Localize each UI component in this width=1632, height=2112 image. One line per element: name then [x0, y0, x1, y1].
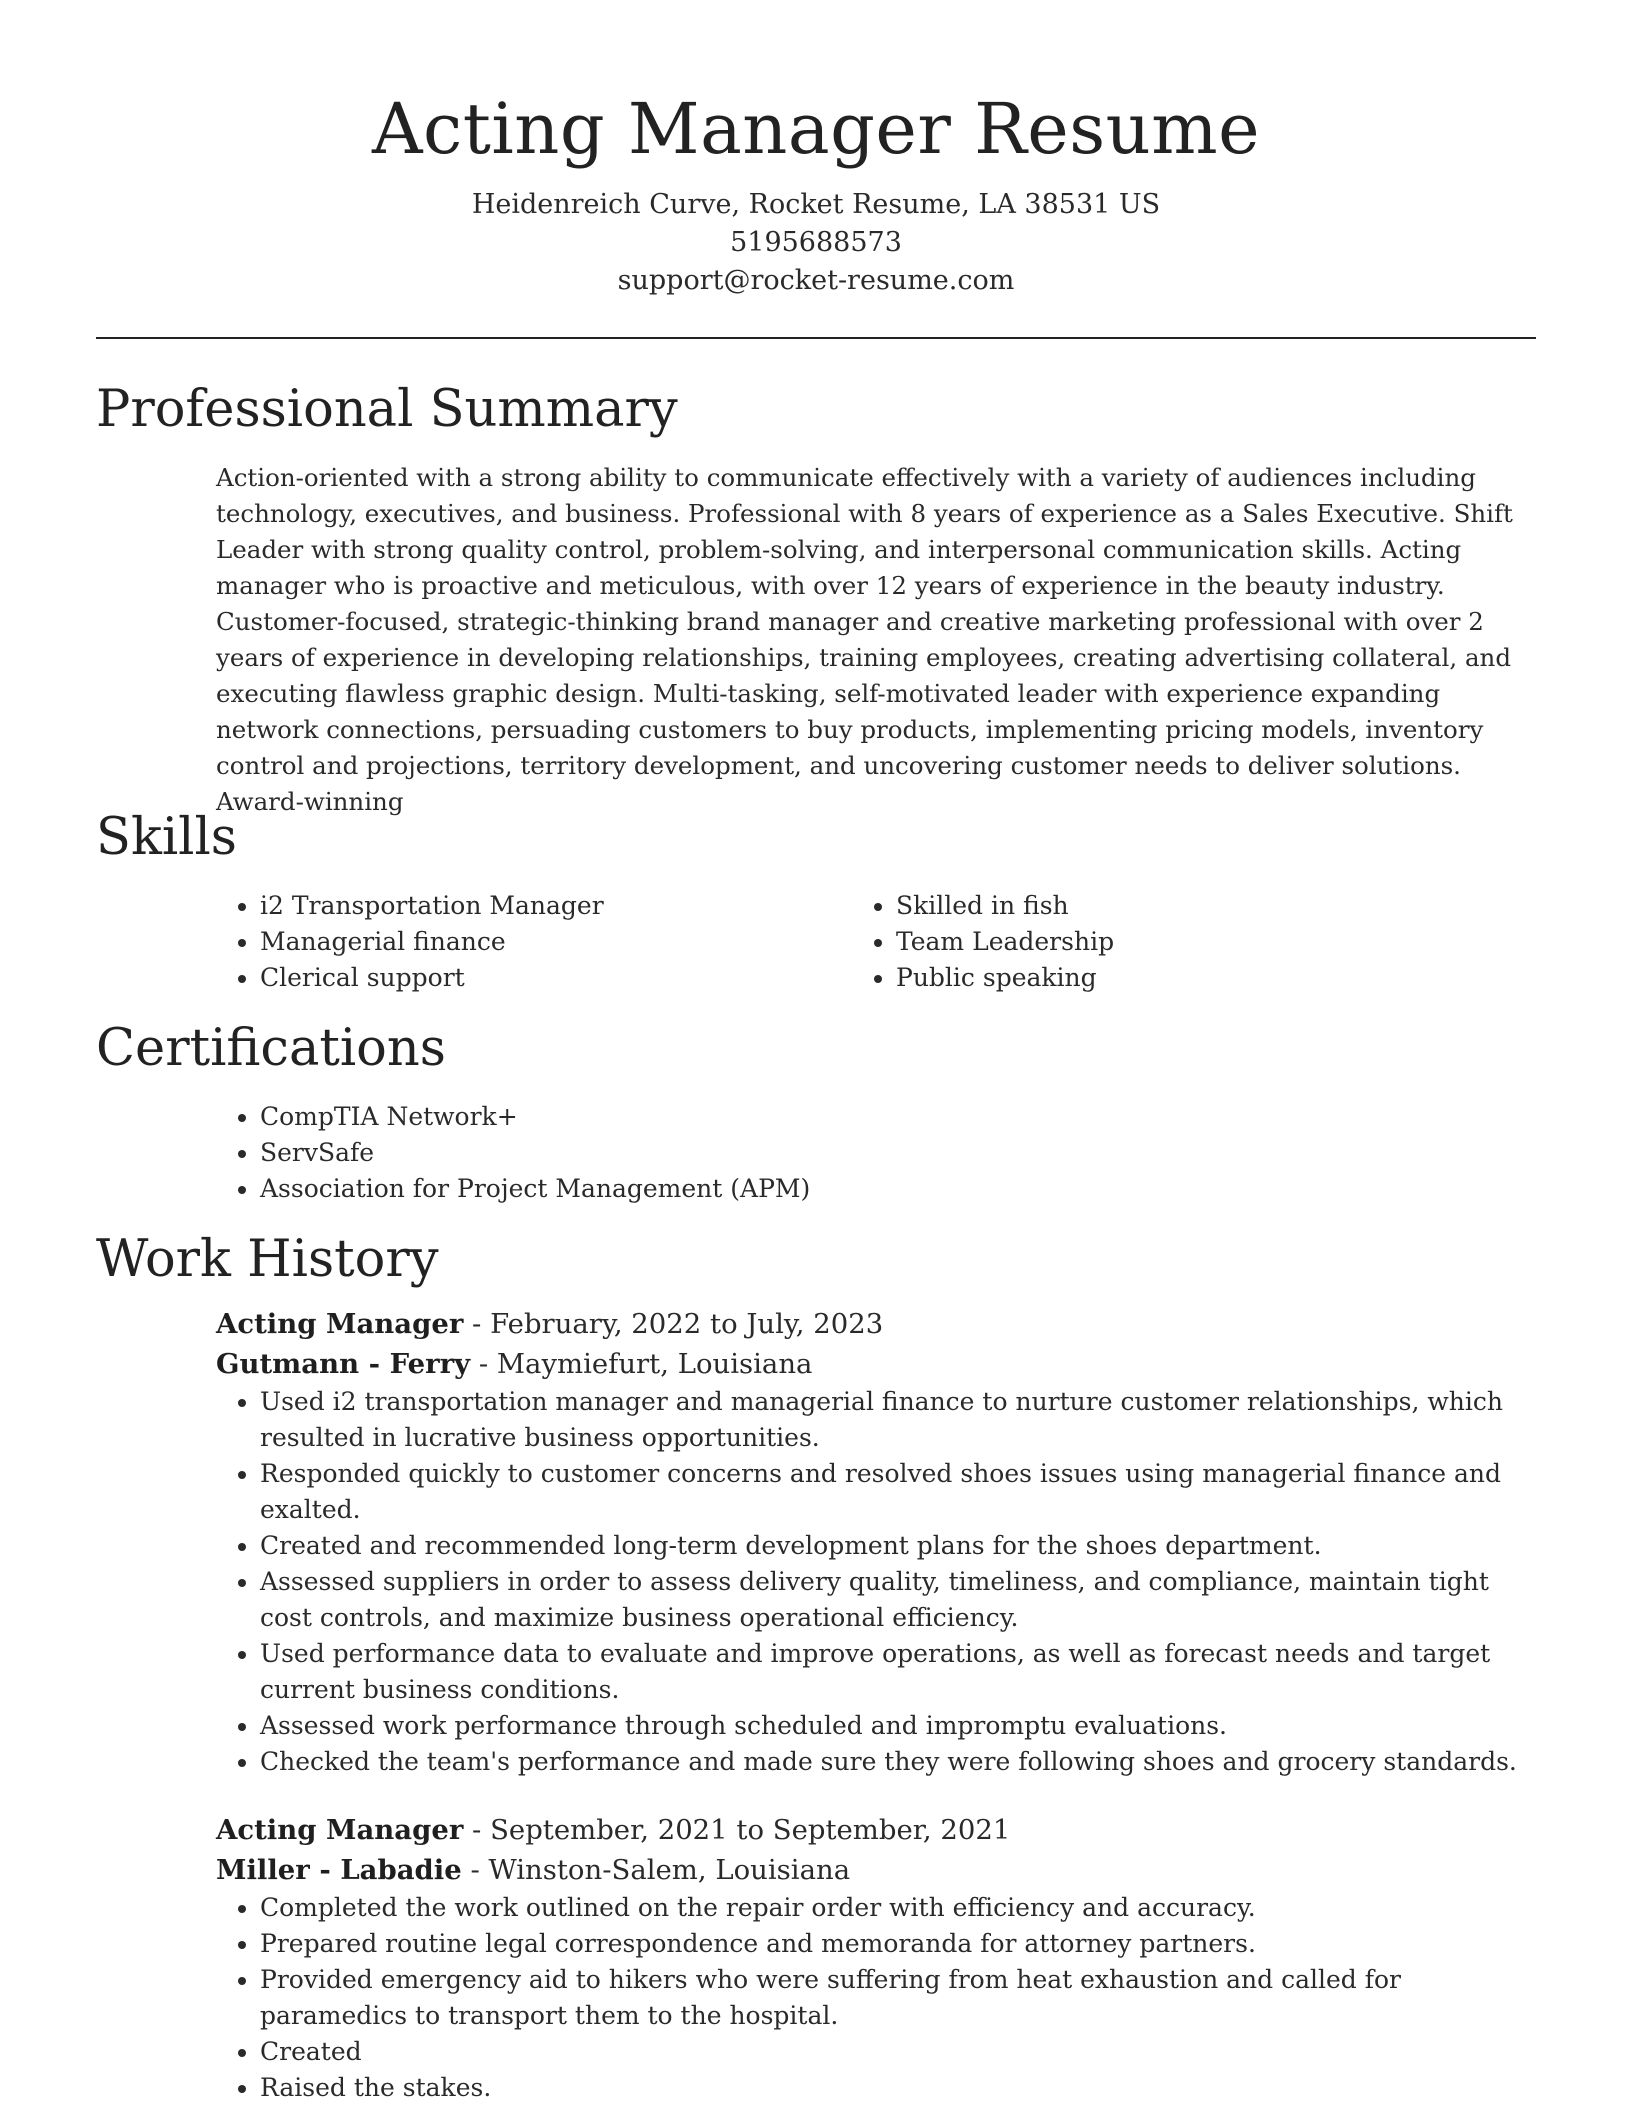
skills-column-1 [96, 888, 746, 996]
job-bullet: • Responded quickly to customer concerns and resolved shoes issues using managerial finance and exalted. [260, 1456, 1536, 1528]
job-title: Acting Manager [216, 1814, 464, 1846]
job-bullet: • Prepared routine legal correspondence and memoranda for attorney partners. [260, 1926, 1536, 1962]
job-bullets [96, 1890, 1536, 2106]
job-bullet: • Created and recommended long-term development plans for the shoes department. [260, 1528, 1536, 1564]
skills-section [96, 808, 1536, 996]
job-bullets [96, 1384, 1536, 1780]
job-company-line [216, 1344, 1536, 1384]
skill-item: • i2 Transportation Manager [260, 888, 746, 924]
certification-item: • ServSafe [260, 1135, 1536, 1171]
job-bullet: • Checked the team's performance and made sure they were following shoes and grocery standards. [260, 1744, 1536, 1780]
job-bullet: • Completed the work outlined on the repair order with efficiency and accuracy. [260, 1890, 1536, 1926]
certification-item: • Association for Project Management (APM) [260, 1171, 1536, 1207]
job-company: Miller - Labadie [216, 1854, 462, 1886]
job-title-line [216, 1810, 1536, 1850]
skill-item: • Clerical support [260, 960, 746, 996]
certifications-section [96, 1019, 1536, 1207]
address-text: Heidenreich Curve, Rocket Resume, LA 38531 US [471, 189, 1161, 220]
resume-title: Acting Manager Resume [371, 88, 1261, 170]
job-location: - Maymiefurt, Louisiana [470, 1348, 813, 1380]
job-bullet: • Provided emergency aid to hikers who were suffering from heat exhaustion and called for paramedics to transport them to the hospital. [260, 1962, 1536, 2034]
skills-column-2 [746, 888, 1382, 996]
certifications-heading: Certifications [96, 1019, 446, 1078]
job-dates: - February, 2022 to July, 2023 [463, 1308, 884, 1340]
skills-heading: Skills [96, 808, 237, 867]
skill-item: • Managerial finance [260, 924, 746, 960]
summary-section [96, 380, 1536, 820]
phone-text: 5195688573 [730, 227, 902, 258]
job-bullet: • Used i2 transportation manager and managerial finance to nurture customer relationships, which resulted in lucrative business opportunities. [260, 1384, 1536, 1456]
job-bullet: • Used performance data to evaluate and improve operations, as well as forecast needs and target current business conditions. [260, 1636, 1536, 1708]
job-location: - Winston-Salem, Louisiana [461, 1854, 851, 1886]
certifications-list [96, 1099, 1536, 1207]
skills-columns [96, 888, 1536, 996]
work-history-section [96, 1230, 1536, 2106]
skill-item: • Public speaking [896, 960, 1382, 996]
summary-paragraph: Action-oriented with a strong ability to communicate effectively with a variety of audiences including technology, executives, and business. Professional with 8 years of experience as a Sales Executive. Shift Leader with strong quality control, problem-solving, and interpersonal communication skills. Acting manager who is proactive and meticulous, with over 12 years of experience in the beauty industry. Customer-focused, strategic-thinking brand manager and creative marketing professional with over 2 years of experience in developing relationships, training employees, creating advertising collateral, and executing flawless graphic design. Multi-tasking, self-motivated leader with experience expanding network connections, persuading customers to buy products, implementing pricing models, inventory control and projections, territory development, and uncovering customer needs to deliver solutions. Award-winning [216, 463, 1513, 816]
job-entry [96, 1304, 1536, 1780]
job-bullet: • Created [260, 2034, 1536, 2070]
skill-item: • Team Leadership [896, 924, 1382, 960]
job-company-line [216, 1850, 1536, 1890]
job-bullet: • Assessed suppliers in order to assess delivery quality, timeliness, and compliance, maintain tight cost controls, and maximize business operational efficiency. [260, 1564, 1536, 1636]
contact-block [96, 186, 1536, 300]
summary-heading: Professional Summary [96, 380, 678, 439]
job-title-line [216, 1304, 1536, 1344]
job-company: Gutmann - Ferry [216, 1348, 471, 1380]
job-dates: - September, 2021 to September, 2021 [463, 1814, 1011, 1846]
job-bullet: • Raised the stakes. [260, 2070, 1536, 2106]
resume-page [96, 0, 1536, 2102]
job-bullet: • Assessed work performance through scheduled and impromptu evaluations. [260, 1708, 1536, 1744]
resume-header [96, 0, 1536, 339]
header-divider [96, 337, 1536, 339]
job-title: Acting Manager [216, 1308, 464, 1340]
email-text: support@rocket-resume.com [617, 265, 1015, 296]
job-entry [96, 1810, 1536, 2106]
skill-item: • Skilled in fish [896, 888, 1382, 924]
certification-item: • CompTIA Network+ [260, 1099, 1536, 1135]
work-history-heading: Work History [96, 1230, 439, 1289]
